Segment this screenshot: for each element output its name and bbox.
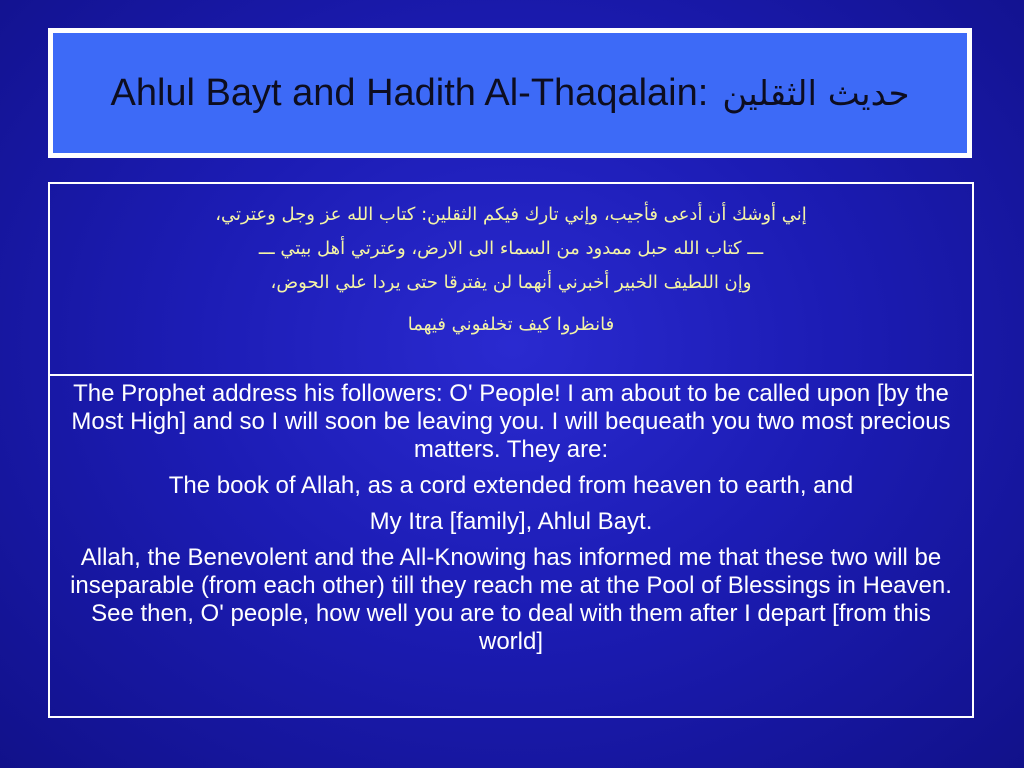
arabic-line: إني أوشك أن أدعى فأجيب، وإني تارك فيكم الثقلين: كتاب الله عز وجل وعترتي،	[215, 204, 807, 225]
english-paragraph: The Prophet address his followers: O' People! I am about to be called upon [by the Most High] and so I will soon be leaving you. I will bequeath you two most precious matters. They are:	[71, 380, 951, 463]
english-paragraph: My Itra [family], Ahlul Bayt.	[369, 508, 653, 535]
arabic-line: فانظروا كيف تخلفوني فيهما	[407, 314, 615, 335]
slide-title-english: Ahlul Bayt and Hadith Al-Thaqalain:	[110, 71, 709, 114]
english-paragraph: The book of Allah, as a cord extended from heaven to earth, and	[168, 472, 854, 499]
english-paragraph: Allah, the Benevolent and the All-Knowing has informed me that these two will be inseparable (from each other) till they reach me at the Pool of Blessings in Heaven. See then, O' people, how well you are to deal with them after I depart [from this world]	[70, 544, 952, 655]
title-box	[48, 28, 972, 158]
arabic-line: وإن اللطيف الخبير أخبرني أنهما لن يفترقا حتى يردا علي الحوض،	[270, 272, 752, 293]
arabic-line: ـــ كتاب الله حبل ممدود من السماء الى الارض، وعترتي أهل بيتي ـــ	[258, 238, 764, 259]
spacer	[50, 300, 972, 308]
slide-title	[110, 72, 909, 115]
content-table	[48, 182, 974, 718]
english-translation-cell	[50, 376, 972, 656]
slide-title-arabic: حديث الثقلين	[722, 73, 910, 114]
arabic-hadith-cell	[50, 184, 972, 376]
